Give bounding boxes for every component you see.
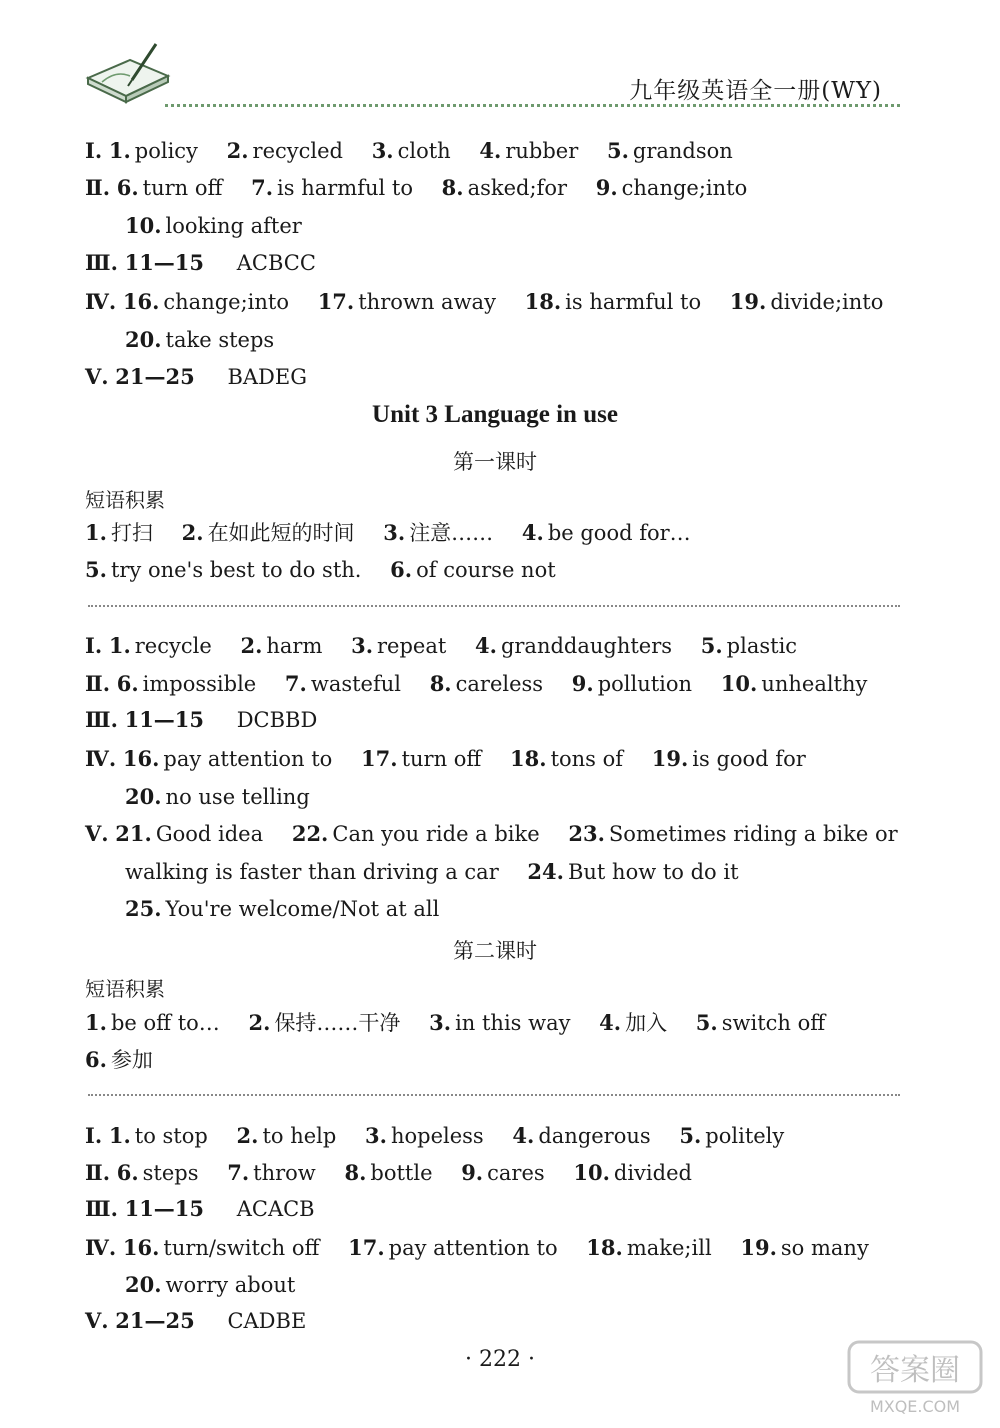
answer-text: make;ill [626, 1236, 712, 1260]
item-number: 19. [729, 289, 767, 314]
answer-text: policy [134, 139, 198, 163]
answer-text: rubber [505, 139, 579, 163]
answer-text: recycle [134, 634, 212, 658]
answer-text: turn/switch off [163, 1236, 320, 1260]
answer-text: politely [705, 1124, 785, 1148]
answer-row-V [85, 1307, 306, 1335]
answer-row-IV-cont [125, 783, 310, 811]
item-number: 6. [85, 1047, 107, 1072]
answer-text: so many [780, 1236, 869, 1260]
phrase-row [85, 1009, 825, 1037]
item-number: 3. [351, 633, 374, 658]
item-number: 3. [365, 1123, 387, 1148]
item-number: 10. [573, 1160, 610, 1185]
item-number: 4. [479, 138, 502, 163]
answer-text: plastic [726, 634, 798, 658]
answer-text: unhealthy [761, 672, 868, 696]
item-number: 5. [700, 633, 723, 658]
unit-title: Unit 3 Language in use [372, 401, 618, 428]
answer-text: is good for [692, 747, 806, 771]
answer-row-IV [85, 288, 883, 316]
phrase-heading: 短语积累 [85, 488, 165, 512]
book-pen-logo-icon [82, 40, 174, 110]
phrase-text: 注意…… [409, 521, 494, 545]
roman-numeral: Ⅱ. [85, 671, 111, 696]
item-number: 6. [390, 557, 413, 582]
item-number: 25. [125, 896, 162, 921]
item-number: 7. [227, 1160, 250, 1185]
phrase-text: 参加 [110, 1048, 153, 1072]
roman-numeral: Ⅱ. [85, 175, 111, 200]
answer-text: change;into [163, 290, 289, 314]
item-number: 17. [361, 746, 398, 771]
mxqe-watermark-icon [845, 1338, 985, 1418]
item-number: 2. [248, 1010, 271, 1035]
item-number: 3. [383, 520, 406, 545]
item-range: 11—15 [124, 250, 205, 275]
answer-row-II [85, 174, 747, 202]
answer-text: divide;into [770, 290, 884, 314]
item-number: 1. [108, 1123, 131, 1148]
item-number: 4. [521, 520, 544, 545]
item-number: 4. [475, 633, 497, 658]
answer-text: repeat [377, 634, 447, 658]
item-range: 21—25 [115, 1308, 195, 1333]
roman-numeral: Ⅰ. [85, 1123, 103, 1148]
roman-numeral: Ⅰ. [85, 138, 103, 163]
answer-row-III [85, 249, 316, 277]
item-number: 23. [568, 821, 605, 846]
answer-text: to stop [134, 1124, 208, 1148]
answer-text: granddaughters [500, 634, 673, 658]
answer-row-V [85, 820, 898, 848]
answer-text: But how to do it [567, 860, 739, 884]
answer-row-V-cont [125, 895, 439, 923]
answer-row-I [85, 137, 733, 165]
item-number: 2. [226, 138, 249, 163]
item-number: 17. [348, 1235, 385, 1260]
item-number: 20. [125, 784, 162, 809]
item-number: 16. [122, 746, 160, 771]
answer-text: tons of [550, 747, 624, 771]
answer-text: careless [455, 672, 544, 696]
answer-text: steps [142, 1161, 199, 1185]
answer-text: turn off [401, 747, 482, 771]
item-number: 3. [371, 138, 394, 163]
item-number: 5. [606, 138, 629, 163]
answer-text: dangerous [538, 1124, 651, 1148]
item-number: 8. [344, 1160, 367, 1185]
phrase-text: be off to… [110, 1011, 220, 1035]
item-number: 2. [236, 1123, 259, 1148]
answer-text: cloth [397, 139, 451, 163]
item-number: 22. [291, 821, 329, 846]
item-number: 5. [85, 557, 107, 582]
phrase-text: 打扫 [110, 521, 153, 545]
item-number: 20. [125, 1272, 162, 1297]
phrase-text: 保持……干净 [274, 1011, 401, 1035]
item-number: 6. [116, 175, 139, 200]
answer-row-IV-cont [125, 326, 274, 354]
answer-text: recycled [252, 139, 343, 163]
lesson-title: 第二课时 [453, 939, 537, 963]
item-number: 19. [651, 746, 689, 771]
item-number: 16. [122, 1235, 160, 1260]
answer-row-IV [85, 745, 806, 773]
answer-letters: ACBCC [236, 251, 316, 275]
answer-text: worry about [165, 1273, 296, 1297]
item-number: 7. [251, 175, 274, 200]
answer-text: impossible [142, 672, 257, 696]
item-range: 11—15 [124, 707, 205, 732]
answer-text: take steps [165, 328, 275, 352]
roman-numeral: Ⅳ. [85, 289, 117, 314]
roman-numeral: Ⅲ. [85, 1196, 118, 1221]
answer-row-II [85, 670, 867, 698]
item-number: 4. [512, 1123, 535, 1148]
item-number: 18. [524, 289, 562, 314]
item-number: 18. [510, 746, 547, 771]
answer-text: You're welcome/Not at all [165, 897, 440, 921]
item-number: 1. [85, 520, 107, 545]
phrase-heading: 短语积累 [85, 977, 165, 1001]
answer-text: walking is faster than driving a car [125, 860, 499, 884]
page-number: · 222 · [465, 1347, 535, 1372]
roman-numeral: Ⅴ. [85, 1308, 109, 1333]
roman-numeral: Ⅲ. [85, 250, 118, 275]
answer-text: cares [487, 1161, 545, 1185]
answer-text: bottle [370, 1161, 433, 1185]
answer-row-IV [85, 1234, 869, 1262]
item-number: 1. [108, 633, 131, 658]
item-range: 11—15 [124, 1196, 205, 1221]
answer-text: no use telling [165, 785, 310, 809]
answer-text: to help [262, 1124, 337, 1148]
phrase-text: 加入 [625, 1011, 668, 1035]
dotted-divider [88, 1094, 900, 1096]
item-number: 20. [125, 327, 162, 352]
watermark-text: 答案圈 [870, 1353, 960, 1388]
answer-text: pollution [597, 672, 693, 696]
phrase-text: try one's best to do sth. [110, 558, 362, 582]
item-number: 17. [317, 289, 355, 314]
phrase-text: switch off [721, 1011, 826, 1035]
item-number: 2. [181, 520, 204, 545]
item-number: 1. [85, 1010, 107, 1035]
item-number: 5. [695, 1010, 718, 1035]
item-number: 8. [429, 671, 452, 696]
item-number: 2. [240, 633, 263, 658]
item-number: 9. [571, 671, 594, 696]
answer-text: throw [253, 1161, 316, 1185]
phrase-row [85, 519, 691, 547]
item-number: 19. [740, 1235, 777, 1260]
answer-text: is harmful to [277, 176, 413, 200]
header-divider [165, 104, 900, 107]
phrase-text: be good for… [547, 521, 691, 545]
answer-row-V-cont [125, 858, 739, 886]
item-number: 9. [461, 1160, 484, 1185]
book-title: 九年级英语全一册(WY) [629, 78, 882, 104]
phrase-text: in this way [455, 1011, 571, 1035]
item-number: 6. [116, 1160, 139, 1185]
watermark-url: MXQE.COM [869, 1397, 961, 1416]
answer-row-II [85, 1159, 692, 1187]
item-number: 9. [595, 175, 618, 200]
roman-numeral: Ⅳ. [85, 746, 117, 771]
item-number: 5. [679, 1123, 702, 1148]
item-number: 16. [122, 289, 160, 314]
answer-row-V [85, 363, 307, 391]
lesson-title: 第一课时 [453, 450, 537, 474]
answer-text: divided [613, 1161, 692, 1185]
answer-text: looking after [165, 214, 302, 238]
roman-numeral: Ⅰ. [85, 633, 103, 658]
answer-text: Good idea [155, 822, 264, 846]
roman-numeral: Ⅴ. [85, 821, 109, 846]
answer-text: grandson [632, 139, 733, 163]
dotted-divider [88, 605, 900, 607]
answer-text: Sometimes riding a bike or [608, 822, 898, 846]
answer-text: pay attention to [388, 1236, 558, 1260]
phrase-row [85, 556, 556, 584]
roman-numeral: Ⅴ. [85, 364, 109, 389]
roman-numeral: Ⅳ. [85, 1235, 117, 1260]
item-number: 24. [527, 859, 564, 884]
item-number: 10. [125, 213, 162, 238]
answer-text: hopeless [390, 1124, 484, 1148]
answer-text: Can you ride a bike [332, 822, 540, 846]
item-number: 8. [441, 175, 464, 200]
answer-row-III [85, 706, 317, 734]
answer-text: turn off [142, 176, 223, 200]
answer-text: change;into [621, 176, 748, 200]
answer-letters: ACACB [236, 1197, 315, 1221]
item-number: 10. [720, 671, 758, 696]
item-range: 21—25 [115, 364, 195, 389]
item-number: 3. [429, 1010, 452, 1035]
item-number: 7. [284, 671, 307, 696]
answer-letters: BADEG [227, 365, 307, 389]
roman-numeral: Ⅲ. [85, 707, 118, 732]
answer-text: pay attention to [163, 747, 333, 771]
answer-row-I [85, 1122, 784, 1150]
answer-row-I [85, 632, 797, 660]
phrase-text: of course not [416, 558, 556, 582]
answer-row-II-cont [125, 212, 302, 240]
phrase-row [85, 1046, 153, 1074]
answer-text: asked;for [467, 176, 568, 200]
answer-row-IV-cont [125, 1271, 295, 1299]
item-number: 21. [115, 821, 152, 846]
answer-row-III [85, 1195, 315, 1223]
item-number: 18. [586, 1235, 623, 1260]
answer-letters: CADBE [227, 1309, 307, 1333]
answer-text: wasteful [310, 672, 401, 696]
answer-letters: DCBBD [236, 708, 318, 732]
answer-text: harm [266, 634, 323, 658]
answer-text: is harmful to [565, 290, 702, 314]
answer-text: thrown away [358, 290, 496, 314]
roman-numeral: Ⅱ. [85, 1160, 111, 1185]
item-number: 4. [599, 1010, 622, 1035]
phrase-text: 在如此短的时间 [207, 521, 355, 545]
item-number: 1. [108, 138, 131, 163]
item-number: 6. [116, 671, 139, 696]
